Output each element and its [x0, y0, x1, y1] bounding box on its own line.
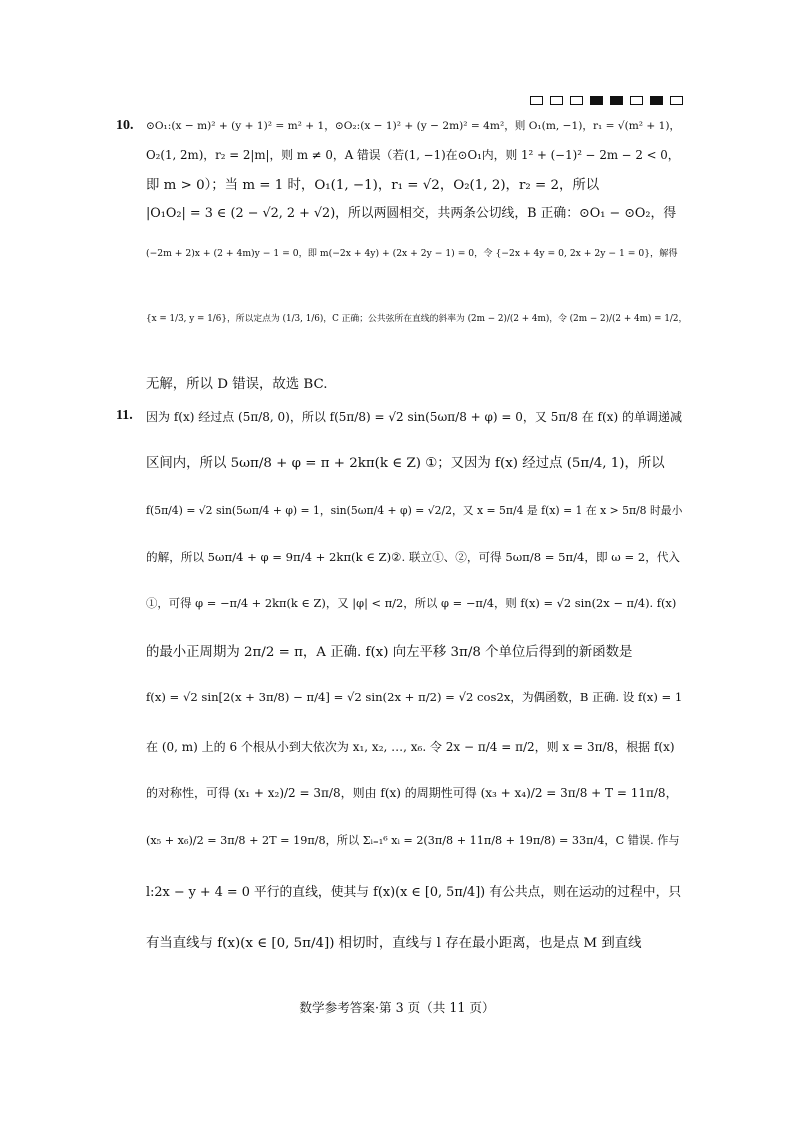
header-marks	[530, 96, 683, 105]
header-mark-2	[570, 96, 583, 105]
page-footer: 数学参考答案·第 3 页（共 11 页）	[299, 1000, 495, 1015]
header-mark-3	[590, 96, 603, 105]
problem-11-line-7: f(x) = √2 sin[2(x + 3π/8) − π/4] = √2 sin(2x + π/2) = √2 cos2x，为偶函数，B 正确. 设 f(x) = 1	[146, 690, 683, 704]
problem-11-line-11: l:2x − y + 4 = 0 平行的直线，使其与 f(x)(x ∈ [0, 5π/4]) 有公共点，则在运动的过程中，只	[146, 885, 682, 900]
problem-number: 10.	[116, 118, 134, 133]
problem-10-line-5: (−2m + 2)x + (2 + 4m)y − 1 = 0，即 m(−2x + 4y) + (2x + 2y − 1) = 0，令 {−2x + 4y = 0, 2x + 2y − 1 = 0}，解得	[146, 248, 678, 259]
problem-10-line-4: |O₁O₂| = 3 ∈ (2 − √2, 2 + √2)，所以两圆相交，共两条公切线，B 正确：⊙O₁ − ⊙O₂，得	[146, 206, 677, 221]
problem-11-line-10: (x₅ + x₆)/2 = 3π/8 + 2T = 19π/8，所以 Σᵢ₌₁⁶ xᵢ = 2(3π/8 + 11π/8 + 19π/8) = 33π/4，C 错误. 作与	[146, 834, 680, 847]
problem-number: 11.	[116, 408, 133, 423]
problem-10-line-3: 即 m > 0）；当 m = 1 时，O₁(1, −1)，r₁ = √2，O₂(1, 2)，r₂ = 2，所以	[146, 178, 600, 193]
problem-11-line-9: 的对称性，可得 (x₁ + x₂)/2 = 3π/8，则由 f(x) 的周期性可得 (x₃ + x₄)/2 = 3π/8 + T = 11π/8，	[146, 786, 678, 800]
problem-11-line-5: ①，可得 φ = −π/4 + 2kπ(k ∈ Z)，又 |φ| < π/2，所以 φ = −π/4，则 f(x) = √2 sin(2x − π/4). f(x)	[146, 596, 677, 610]
problem-10-line-2: O₂(1, 2m)，r₂ = 2|m|，则 m ≠ 0，A 错误（若(1, −1)在⊙O₁内，则 1² + (−1)² − 2m − 2 < 0，	[146, 148, 680, 162]
problem-11-line-8: 在 (0, m) 上的 6 个根从小到大依次为 x₁, x₂, …, x₆. 令 2x − π/4 = π/2，则 x = 3π/8，根据 f(x)	[146, 740, 675, 754]
problem-11-line-4: 的解，所以 5ωπ/4 + φ = 9π/4 + 2kπ(k ∈ Z)②. 联立①、②，可得 5ωπ/8 = 5π/4，即 ω = 2，代入	[146, 550, 681, 564]
problem-11-line-6: 的最小正周期为 2π/2 = π，A 正确. f(x) 向左平移 3π/8 个单位后得到的新函数是	[146, 645, 633, 660]
problem-10-line-1: ⊙O₁:(x − m)² + (y + 1)² = m² + 1，⊙O₂:(x − 1)² + (y − 2m)² = 4m²，则 O₁(m, −1)，r₁ = √(m² + 1)，	[146, 120, 681, 132]
problem-11-line-1: 因为 f(x) 经过点 (5π/8, 0)，所以 f(5π/8) = √2 sin(5ωπ/8 + φ) = 0，又 5π/8 在 f(x) 的单调递减	[146, 410, 682, 424]
header-mark-0	[530, 96, 543, 105]
header-mark-1	[550, 96, 563, 105]
header-mark-7	[670, 96, 683, 105]
header-mark-6	[650, 96, 663, 105]
header-mark-5	[630, 96, 643, 105]
problem-11-line-2: 区间内，所以 5ωπ/8 + φ = π + 2kπ(k ∈ Z) ①；又因为 f(x) 经过点 (5π/4, 1)，所以	[146, 456, 665, 471]
problem-10-line-7: 无解，所以 D 错误，故选 BC.	[146, 377, 328, 392]
problem-11-line-3: f(5π/4) = √2 sin(5ωπ/4 + φ) = 1，sin(5ωπ/4 + φ) = √2/2，又 x = 5π/4 是 f(x) = 1 在 x > 5π/8 时最小	[146, 504, 683, 517]
problem-10-line-6: {x = 1/3, y = 1/6}，所以定点为 (1/3, 1/6)，C 正确；公共弦所在直线的斜率为 (2m − 2)/(2 + 4m)，令 (2m − 2)/(2 + 4m) = 1/2，	[146, 314, 688, 324]
problem-11-line-12: 有当直线与 f(x)(x ∈ [0, 5π/4]) 相切时，直线与 l 存在最小距离，也是点 M 到直线	[146, 936, 642, 951]
header-mark-4	[610, 96, 623, 105]
